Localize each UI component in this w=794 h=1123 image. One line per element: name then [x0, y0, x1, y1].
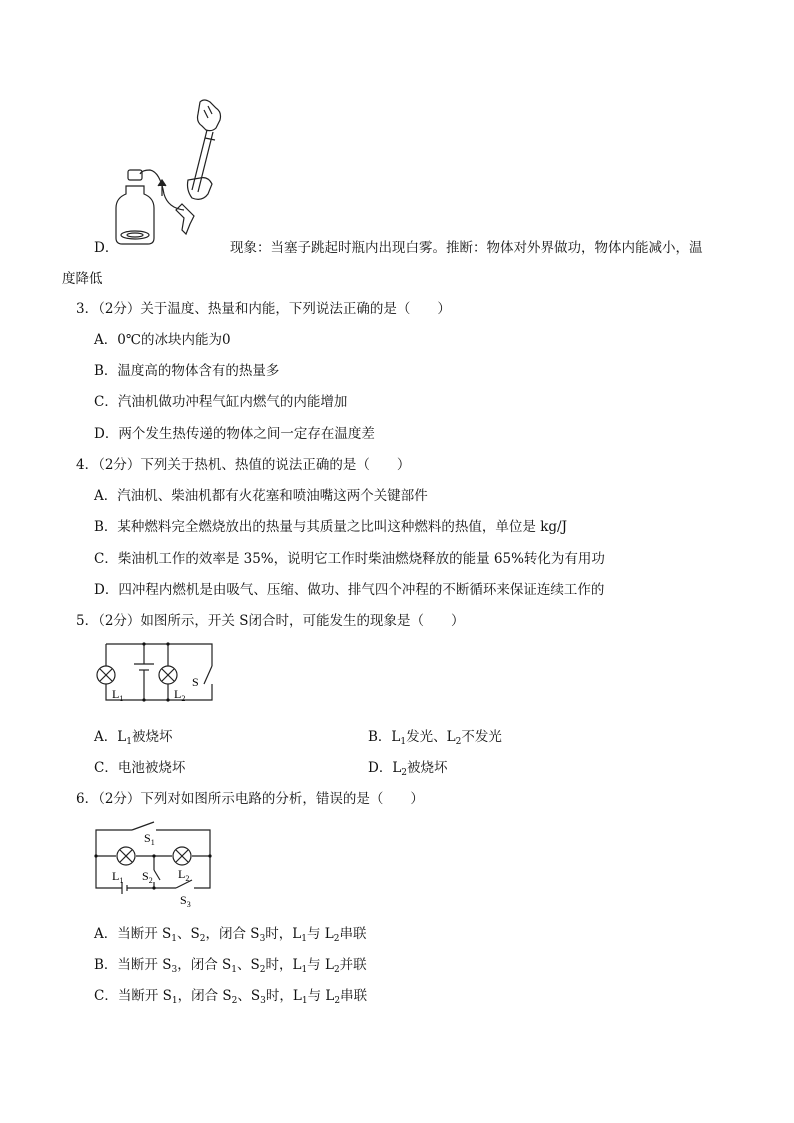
q5-option-b: B．$L_1$发光、$L_2$不发光 — [368, 729, 502, 747]
q5-option-d: D．$L_2$被烧坏 — [368, 760, 448, 778]
q6-option-b: B．当断开 $S_3$，闭合 $S_1$、$S_2$时，$L_1$与 $L_2$并联 — [94, 957, 367, 975]
q6-circuit-diagram — [92, 820, 216, 910]
q6-l2-label: $L_2$ — [178, 867, 190, 883]
q5-lamp1-label: $L_1$ — [112, 687, 124, 703]
q5-option-a: A．$L_1$被烧坏 — [94, 729, 173, 747]
q4-stem: 4．（2分）下列关于热机、热值的说法正确的是（ ） — [76, 457, 411, 473]
q4-option-a: A．汽油机、柴油机都有火花塞和喷油嘴这两个关键部件 — [94, 488, 428, 504]
q4-option-b: B．某种燃料完全燃烧放出的热量与其质量之比叫这种燃料的热值，单位是 kg/J — [94, 519, 567, 535]
q4-option-c: C．柴油机工作的效率是 35%，说明它工作时柴油燃烧释放的能量 65%转化为有用功 — [94, 551, 605, 567]
q3-option-b: B．温度高的物体含有的热量多 — [94, 363, 280, 379]
q3-stem: 3．（2分）关于温度、热量和内能，下列说法正确的是（ ） — [76, 301, 451, 317]
q6-s1-label: $S_1$ — [144, 831, 155, 847]
q6-stem: 6．（2分）下列对如图所示电路的分析，错误的是（ ） — [76, 791, 424, 807]
item-d-text-line2: 度降低 — [62, 271, 103, 287]
q5-circuit-diagram — [92, 640, 222, 706]
item-d-label: D． — [94, 240, 119, 256]
item-d-text-line1: 现象：当塞子跳起时瓶内出现白雾。推断：物体对外界做功，物体内能减小，温 — [230, 240, 703, 256]
q6-l1-label: $L_1$ — [112, 869, 124, 885]
q3-option-a: A．0℃的冰块内能为0 — [94, 332, 231, 348]
q3-option-d: D．两个发生热传递的物体之间一定存在温度差 — [94, 426, 375, 442]
q5-option-c: C．电池被烧坏 — [94, 760, 186, 776]
q5-lamp2-label: $L_2$ — [174, 687, 186, 703]
q6-s3-label: $S_3$ — [180, 893, 191, 909]
q5-switch-label: S — [192, 675, 199, 689]
q4-option-d: D．四冲程内燃机是由吸气、压缩、做功、排气四个冲程的不断循环来保证连续工作的 — [94, 582, 605, 598]
q6-option-c: C．当断开 $S_1$，闭合 $S_2$、$S_3$时，$L_1$与 $L_2$串联 — [94, 988, 368, 1006]
q6-option-a: A．当断开 $S_1$、$S_2$，闭合 $S_3$时，$L_1$与 $L_2$串联 — [94, 926, 367, 944]
q3-option-c: C．汽油机做功冲程气缸内燃气的内能增加 — [94, 394, 348, 410]
q5-stem: 5．（2分）如图所示，开关 S闭合时，可能发生的现象是（ ） — [76, 613, 465, 629]
q6-s2-label: $S_2$ — [142, 869, 153, 885]
bottle-pump-figure-icon — [112, 98, 232, 248]
